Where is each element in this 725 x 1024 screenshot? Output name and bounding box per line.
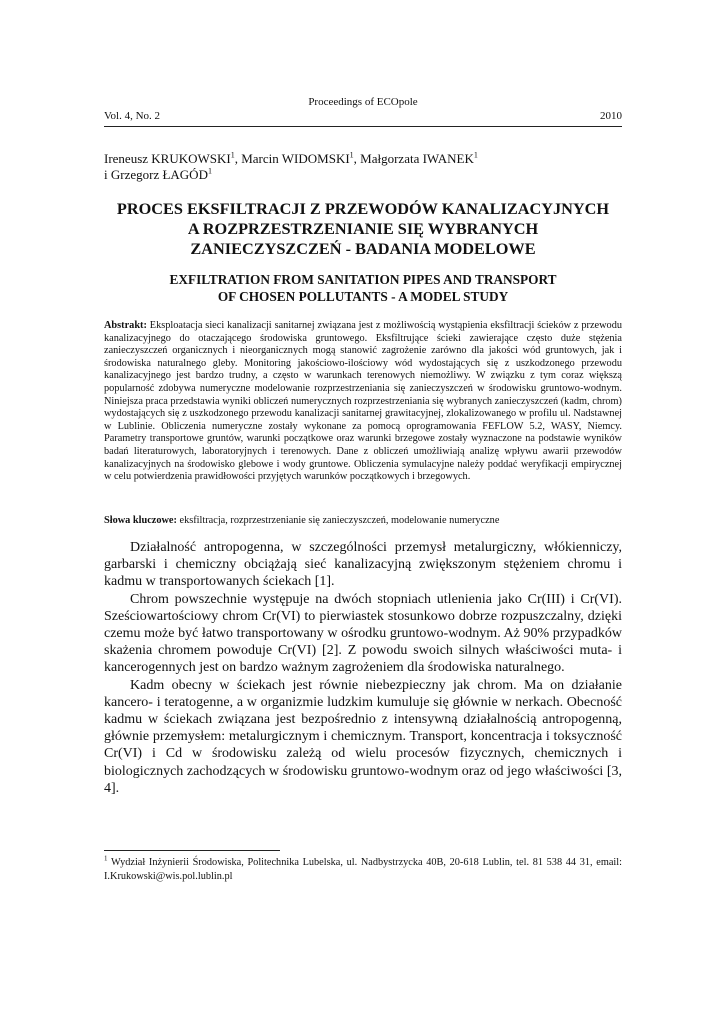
body-text: [104, 539, 622, 797]
title-line: A ROZPRZESTRZENIANIE SIĘ WYBRANYCH: [187, 219, 539, 238]
body-paragraph: Kadm obecny w ściekach jest równie niebezpieczny jak chrom. Ma on działanie kancero- i teratogenne, a w organizmie ludzkim kumuluje się głównie w nerkach. Obecność kadmu w ściekach związana jest bezpośrednio z intensywną działalnością antropogenną, głównie przemysłem: metalurgicznym i chemicznym. Transport, koncentracja i toksyczność Cr(VI) i Cd w środowisku zależą od wielu procesów fizycznych, chemicznych i biologicznych zachodzących w środowisku gruntowo-wodnym oraz od jego właściwości [3, 4].: [104, 677, 622, 796]
footnote-text: Wydział Inżynierii Środowiska, Politechnika Lubelska, ul. Nadbystrzycka 40B, 20-618 Lublin, tel. 81 538 44 31, email: I.Krukowski@wis.pol.lublin.pl: [104, 857, 622, 882]
affiliation-mark: 1: [473, 150, 478, 160]
running-head: Proceedings of ECOpole: [308, 96, 418, 108]
keywords: [104, 514, 622, 527]
title-line: PROCES EKSFILTRACJI Z PRZEWODÓW KANALIZACYJNYCH: [116, 199, 610, 218]
title-line: OF CHOSEN POLLUTANTS - A MODEL STUDY: [217, 289, 509, 304]
author-name: i Grzegorz ŁAGÓD: [104, 167, 208, 182]
author-name: , Małgorzata IWANEK: [353, 151, 474, 166]
title-line: ZANIECZYSZCZEŃ - BADANIA MODELOWE: [190, 239, 536, 258]
affiliation-mark: 1: [230, 150, 235, 160]
author-name: Ireneusz KRUKOWSKI: [104, 151, 231, 166]
author-list: [104, 151, 622, 183]
footnote: [104, 856, 622, 884]
body-paragraph: Chrom powszechnie występuje na dwóch stopniach utlenienia jako Cr(III) i Cr(VI). Sześciowartościowy chrom Cr(VI) to pierwiastek stosunkowo dobrze rozpuszczalny, dzięki czemu może być łatwo transportowany w ośrodku gruntowo-wodnym. Aż 90% przypadków skażenia chromem powoduje Cr(VI) [2]. Z powodu swoich silnych właściwości muta- i kancerogennych jest on bardzo ważnym zagrożeniem dla środowiska naturalnego.: [104, 591, 622, 676]
keywords-text: eksfiltracja, rozprzestrzenianie się zanieczyszczeń, modelowanie numeryczne: [176, 515, 500, 526]
footnote-mark: 1: [104, 854, 108, 863]
abstract-text: Eksploatacja sieci kanalizacji sanitarnej związana jest z możliwością wystąpienia eksfiltracji ścieków z przewodu kanalizacyjnego do otaczającego środowiska gruntowego. Eksfiltrujące ścieki zawierające często duże stężenia zanieczyszczeń organicznych i nieorganicznych mogą stanowić zagrożenie zarówno dla jakości wód gruntowych, jak i środowiska naturalnego gleby. Monitoring jakościowo-ilościowy wód wydostających się z uszkodzonego przewodu kanalizacyjnego jest bardzo trudny, a często w warunkach terenowych niemożliwy. W związku z tym coraz większą popularność zdobywa numeryczne modelowanie rozprzestrzeniania się zanieczyszczeń w środowisku gruntowo-wodnym. Niniejsza praca przedstawia wyniki obliczeń numerycznych rozprzestrzeniania się wybranych zanieczyszczeń (kadm, chrom) wydostających się z uszkodzonego przewodu kanalizacji sanitarnej grawitacyjnej, zlokalizowanego w profilu ul. Nadstawnej w Lublinie. Obliczenia numeryczne zostały wykonane za pomocą oprogramowania FEFLOW 5.2, WASY, Niemcy. Parametry transportowe gruntów, warunki początkowe oraz warunki brzegowe zostały wyznaczone na podstawie wyników badań literaturowych, laboratoryjnych i terenowych. Dane z obliczeń umożliwiają analizę wpływu awarii przewodów kanalizacyjnych na środowisko glebowe i wody gruntowe. Obliczenia symulacyjne należy poddać weryfikacji empirycznej w celu potwierdzenia prawidłowości przyjętych warunków początkowych i brzegowych.: [104, 320, 622, 483]
keywords-label: Słowa kluczowe:: [104, 515, 177, 526]
publication-year: 2010: [600, 110, 622, 122]
author-line-1: [104, 151, 622, 167]
title-line: EXFILTRATION FROM SANITATION PIPES AND TRANSPORT: [169, 272, 557, 287]
abstract: [104, 320, 622, 484]
author-name: , Marcin WIDOMSKI: [234, 151, 350, 166]
paper-title-polish: [104, 199, 622, 259]
body-paragraph: Działalność antropogenna, w szczególności przemysł metalurgiczny, włókienniczy, garbarski i chemiczny obciążają sieć kanalizacyjną zwiększonym stężeniem chromu i kadmu w transportowanych ściekach [1].: [104, 540, 622, 590]
volume-line: [104, 110, 622, 127]
affiliation-mark: 1: [207, 166, 212, 176]
paper-title-english: [104, 271, 622, 305]
affiliation-mark: 1: [349, 150, 354, 160]
volume-number: Vol. 4, No. 2: [104, 110, 161, 122]
author-line-2: [104, 167, 622, 183]
footnote-divider: [104, 850, 280, 851]
abstract-label: Abstrakt:: [104, 320, 147, 331]
